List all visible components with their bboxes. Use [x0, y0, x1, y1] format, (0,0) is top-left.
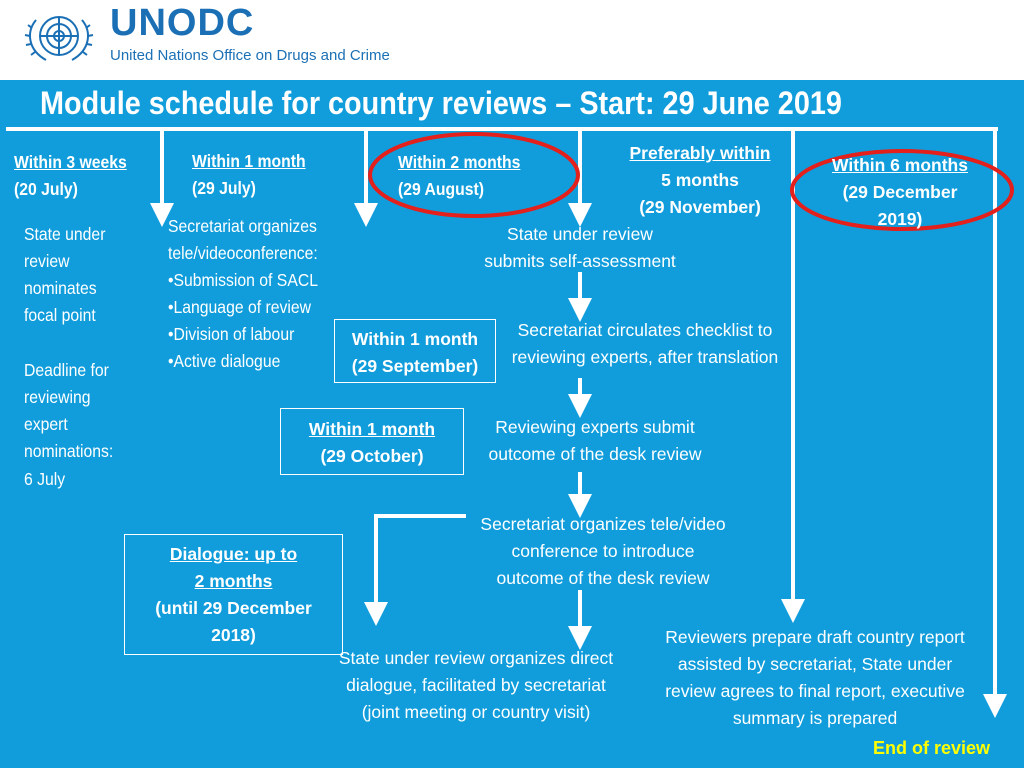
list-item: •Submission of SACL — [168, 270, 318, 290]
deadline-october-label: Within 1 month — [308, 419, 436, 439]
milestone-3-weeks-date: (20 July) — [14, 179, 78, 199]
org-full-name: United Nations Office on Drugs and Crime — [110, 47, 390, 64]
deadline-october-date: (29 October) — [320, 446, 424, 466]
step-conference-3: outcome of the desk review — [496, 568, 710, 588]
milestone-5-months-date: (29 November) — [639, 197, 761, 217]
milestone-5-months: Preferably within — [629, 143, 771, 163]
list-item: •Division of labour — [168, 324, 295, 344]
milestone-6-months-year: 2019) — [877, 209, 923, 229]
end-of-review-label: End of review — [872, 738, 990, 758]
text-line: focal point — [24, 305, 96, 325]
text-line: State under — [24, 224, 106, 244]
step-country-report-4: summary is prepared — [732, 708, 898, 728]
list-item: •Active dialogue — [168, 351, 281, 371]
text-line: Deadline for — [24, 360, 109, 380]
text-line: review — [24, 251, 70, 271]
milestone-6-months-date: (29 December — [842, 182, 958, 202]
milestone-6-months: Within 6 months — [832, 155, 968, 175]
branch-arrow — [376, 516, 466, 614]
text-line: 6 July — [24, 469, 66, 489]
milestone-2-months-date: (29 August) — [398, 179, 485, 199]
text-line: Secretariat organizes — [168, 216, 317, 236]
deadline-september-date: (29 September) — [351, 356, 479, 376]
text-line: nominations: — [24, 441, 114, 461]
step-conference-1: Secretariat organizes tele/video — [480, 514, 726, 534]
dialogue-label: Dialogue: up to — [169, 544, 298, 564]
step-country-report-1: Reviewers prepare draft country report — [665, 627, 965, 647]
milestone-1-month: Within 1 month — [192, 151, 306, 171]
list-item: •Language of review — [168, 297, 312, 317]
dialogue-duration: 2 months — [194, 571, 273, 591]
step-direct-dialogue-2: dialogue, facilitated by secretariat — [346, 675, 606, 695]
milestone-3-weeks: Within 3 weeks — [14, 152, 127, 172]
step-country-report-2: assisted by secretariat, State under — [677, 654, 953, 674]
step-desk-review-2: outcome of the desk review — [488, 444, 702, 464]
milestone-5-months-sub: 5 months — [661, 170, 739, 190]
text-line: reviewing — [24, 387, 91, 407]
step-country-report-3: review agrees to final report, executive — [665, 681, 965, 701]
deadline-september-label: Within 1 month — [351, 329, 479, 349]
org-name: UNODC — [110, 2, 255, 44]
step-direct-dialogue-3: (joint meeting or country visit) — [361, 702, 591, 722]
milestone-1-month-date: (29 July) — [192, 178, 256, 198]
dialogue-year: 2018) — [211, 625, 256, 645]
step-desk-review-1: Reviewing experts submit — [495, 417, 695, 437]
step-self-assessment-1: State under review — [507, 224, 653, 244]
page-title: Module schedule for country reviews – Start: 29 June 2019 — [40, 85, 842, 121]
dialogue-until: (until 29 December — [155, 598, 312, 618]
step-checklist-2: reviewing experts, after translation — [511, 347, 779, 367]
step-conference-2: conference to introduce — [511, 541, 695, 561]
text-line: nominates — [24, 278, 97, 298]
milestone-2-months: Within 2 months — [398, 152, 521, 172]
step-direct-dialogue-1: State under review organizes direct — [338, 648, 614, 668]
text-line: tele/videoconference: — [168, 243, 318, 263]
step-self-assessment-2: submits self-assessment — [484, 251, 676, 271]
step-checklist-1: Secretariat circulates checklist to — [517, 320, 773, 340]
text-line: expert — [24, 414, 68, 434]
